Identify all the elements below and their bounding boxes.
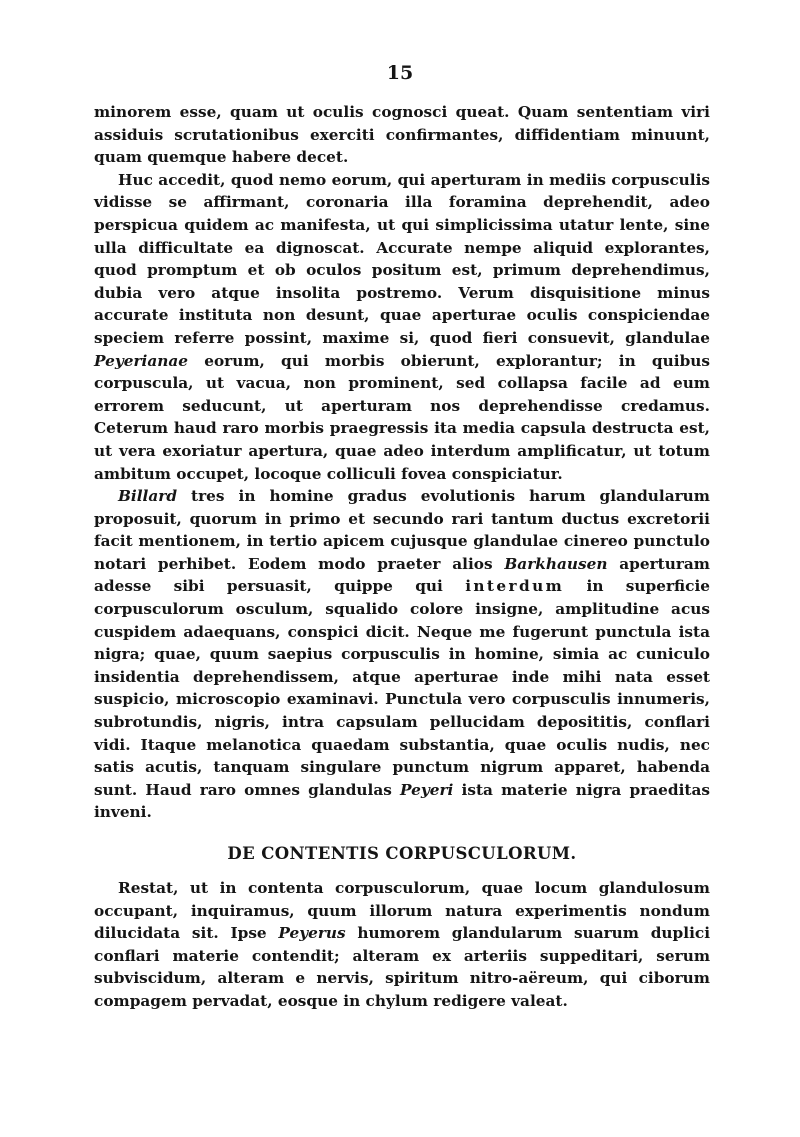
author-name: Peyeri bbox=[400, 780, 454, 799]
author-name: Barkhausen bbox=[504, 554, 608, 573]
author-name: Peyerus bbox=[278, 924, 346, 943]
body-text bbox=[94, 101, 710, 1013]
paragraph-text: aperturam adesse sibi persuasit, quippe qui bbox=[94, 554, 710, 596]
paragraph-text: ista materie nigra praeditas inveni. bbox=[94, 780, 711, 822]
italic-term: Peyerianae bbox=[94, 351, 188, 370]
paragraph-billard bbox=[94, 485, 710, 824]
paragraph-text: minorem esse, quam ut oculis cognosci queat. Quam sententiam viri assiduis scrutationibus exerciti confirmantes, diffidentiam minuunt, quam quemque habere decet. bbox=[94, 103, 710, 167]
paragraph-text: Restat, ut in contenta corpusculorum, quae locum glandulosum occupant, inquiramus, quum illorum natura experimentis nondum dilucidata sit. Ipse bbox=[94, 879, 710, 943]
author-name: Billard bbox=[118, 487, 178, 506]
paragraph-text: humorem glandularum suarum duplici conflari materie contendit; alteram ex arteriis suppeditari, serum subviscidum, alteram e nervis, spiritum nitro-aëreum, qui ciborum compagem pervadat, eosque in chylum redigere valeat. bbox=[94, 924, 710, 1010]
page-number: 15 bbox=[386, 62, 414, 84]
spaced-word: interdum bbox=[465, 577, 565, 596]
paragraph-coronary-foramina bbox=[94, 169, 710, 485]
paragraph-contents bbox=[94, 877, 710, 1013]
paragraph-continuation bbox=[94, 101, 710, 169]
section-heading: DE CONTENTIS CORPUSCULORUM. bbox=[227, 844, 577, 863]
paragraph-text: Huc accedit, quod nemo eorum, qui aperturam in mediis corpusculis vidisse se affirmant, coronaria illa foramina deprehendit, adeo perspicua quidem ac manifesta, ut qui simplicissima utatur lente, sine ulla difficultate ea dignoscat. Accurate nempe aliquid explorantes, quod promptum et ob oculos positum est, primum deprehendimus, dubia vero atque insolita postremo. Verum disquisitione minus accurate instituta non desunt, quae aperturae oculis conspiciendae speciem referre possint, maxime si, quod fieri consuevit, glandulae bbox=[94, 170, 710, 347]
paragraph-text: in superficie corpusculorum osculum, squalido colore insigne, amplitudine acus cuspidem adaequans, conspici dicit. Neque me fugerunt punctula ista nigra; quae, quum saepius corpusculis in homine, simia ac cuniculo insidentia deprehendissem, atque aperturae inde mihi nata esset suspicio, microscopio examinavi. Punctula vero corpusculis innumeris, subrotundis, nigris, intra capsulam pellucidam deposititis, conflari vidi. Itaque melanotica quaedam substantia, quae oculis nudis, nec satis acutis, tanquam singulare punctum nigrum apparet, habenda sunt. Haud raro omnes glandulas bbox=[94, 577, 710, 799]
paragraph-text: tres in homine gradus evolutionis harum glandularum proposuit, quorum in primo et secundo rari tantum ductus excretorii facit mentionem, in tertio apicem cujusque glandulae cinereo punctulo notari perhibet. Eodem modo praeter alios bbox=[94, 487, 710, 573]
paragraph-text: eorum, qui morbis obierunt, explorantur; in quibus corpuscula, ut vacua, non prominent, sed collapsa facile ad eum errorem seducunt, ut aperturam nos deprehendisse credamus. Ceterum haud raro morbis praegressis ita media capsula destructa est, ut vera exoriatur apertura, quae adeo interdum amplificatur, ut totum ambitum occupet, locoque colliculi fovea conspiciatur. bbox=[94, 351, 710, 483]
